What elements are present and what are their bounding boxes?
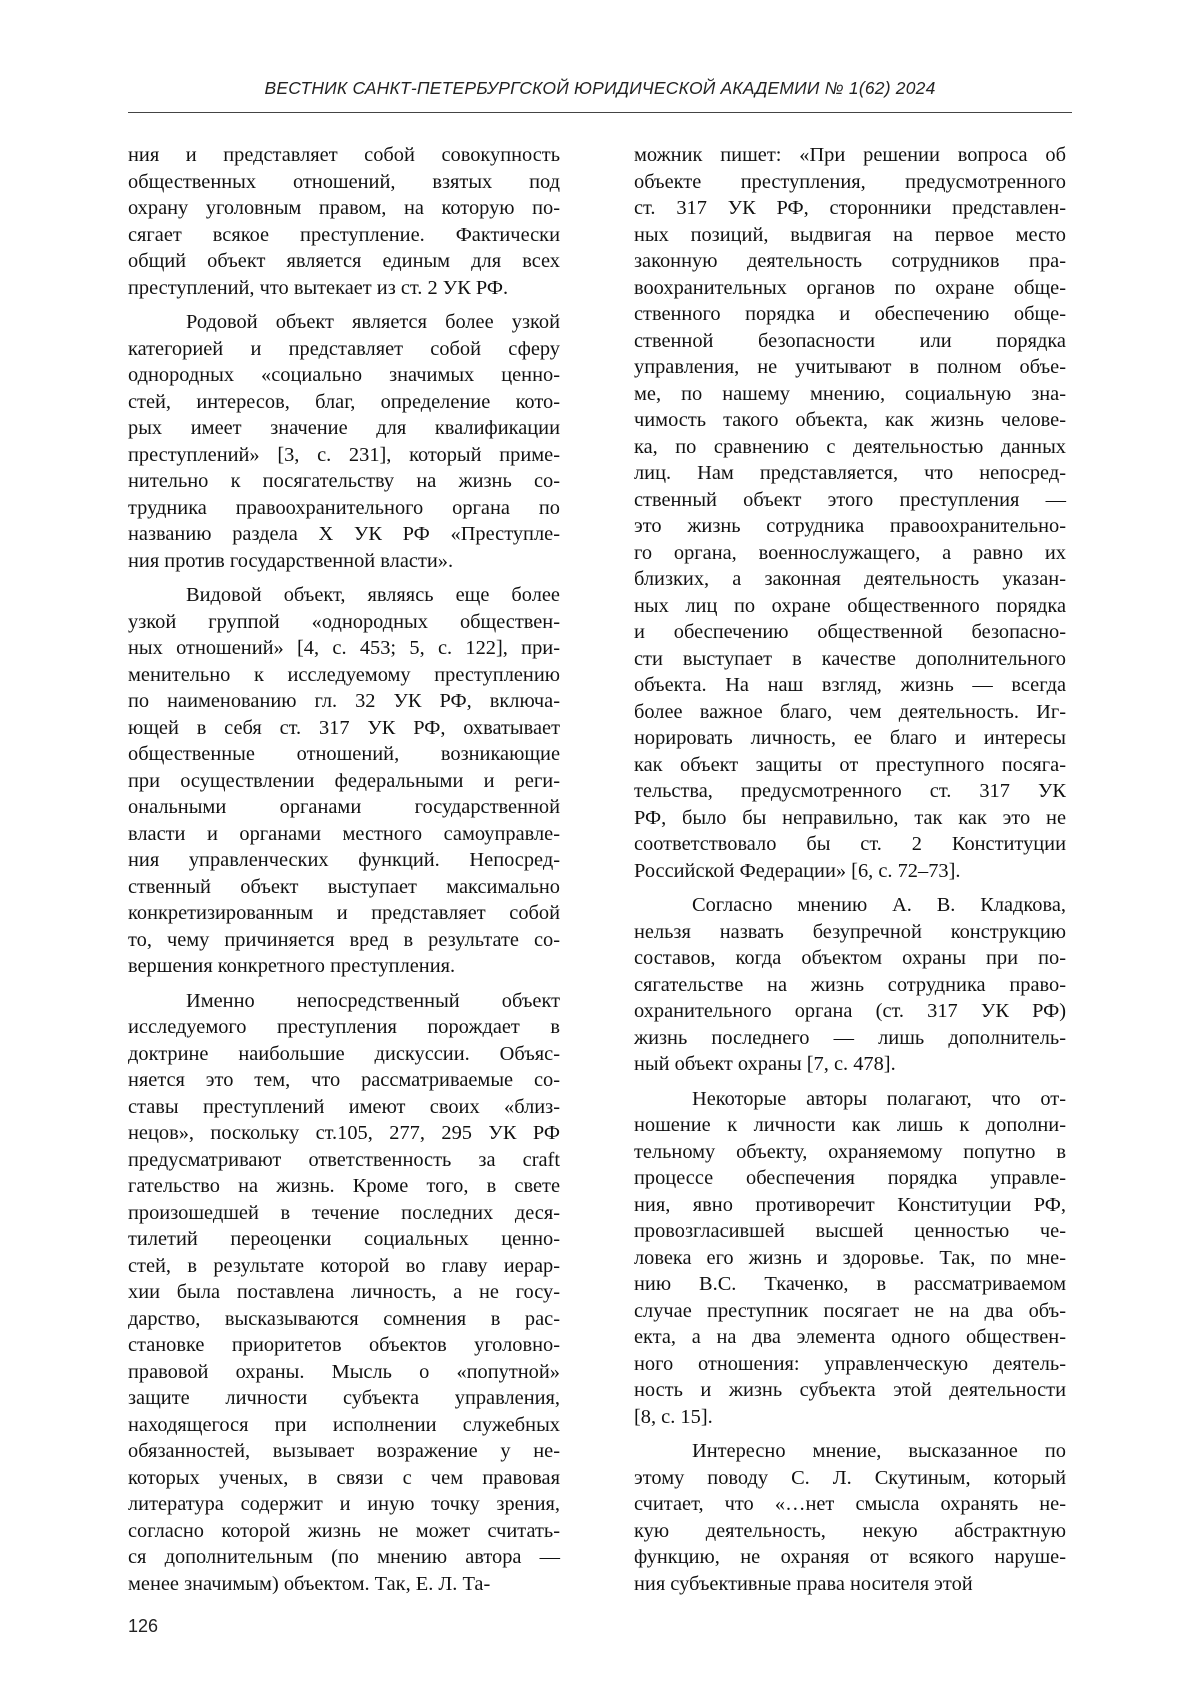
text-line: ка, по сравнению с деятельностью данных — [634, 435, 1066, 458]
text-line: охранительного органа (ст. 317 УК РФ) — [634, 1000, 1066, 1022]
text-line: предусматривают ответственность за craft — [128, 1148, 560, 1171]
text-line: соответствовало бы ст. 2 Конституции — [634, 833, 1066, 855]
text-line: нительно к посягательству на жизнь со- — [128, 470, 560, 492]
text-line: го органа, военнослужащего, а равно их — [634, 541, 1066, 564]
text-line: объекте преступления, предусмотренного — [634, 170, 1066, 193]
text-line: тельства, предусмотренного ст. 317 УК — [634, 780, 1066, 802]
text-line: и обеспечению общественной безопасно- — [634, 621, 1066, 643]
text-line: Интересно мнение, высказанное по — [692, 1440, 1066, 1462]
header-divider — [128, 112, 1072, 113]
text-line: законную деятельность сотрудников пра- — [634, 250, 1066, 272]
text-line: более важное благо, чем деятельность. Иг- — [634, 700, 1066, 723]
text-line: ся дополнительным (по мнению автора — — [128, 1546, 560, 1568]
journal-header: ВЕСТНИК САНКТ-ПЕТЕРБУРГСКОЙ ЮРИДИЧЕСКОЙ АКАДЕМИИ № 1(62) 2024 — [264, 78, 936, 98]
text-line: ме, по нашему мнению, социальную зна- — [634, 382, 1066, 405]
text-line: Согласно мнению А. В. Кладкова, — [692, 894, 1066, 916]
text-line: преступлений» [3, с. 231], который приме- — [128, 443, 560, 466]
text-line: объекта. На наш взгляд, жизнь — всегда — [634, 674, 1066, 696]
text-line: охрану уголовным правом, на которую по- — [128, 197, 560, 219]
text-line: рых имеет значение для квалификации — [128, 417, 560, 439]
text-line: можник пишет: «При решении вопроса об — [634, 144, 1066, 166]
text-line: ственного порядка и обеспечению обще- — [634, 303, 1066, 325]
text-line: ных лиц по охране общественного порядка — [634, 594, 1066, 617]
text-line: стей, в результате которой во главу иерар- — [128, 1254, 560, 1277]
text-line: провозгласившей высшей ценностью че- — [634, 1220, 1066, 1242]
text-line: то, чему причиняется вред в результате со- — [128, 928, 560, 951]
text-line: тилетий переоценки социальных ценно- — [128, 1228, 560, 1250]
text-line: становке приоритетов объектов уголовно- — [128, 1334, 560, 1356]
text-line: однородных «социально значимых ценно- — [128, 364, 560, 386]
text-line: ния против государственной власти». — [128, 549, 454, 572]
text-line: сягательстве на жизнь сотрудника право- — [634, 973, 1066, 996]
paragraph — [634, 1086, 1066, 1431]
text-line: исследуемого преступления порождает в — [128, 1016, 560, 1038]
text-line: согласно которой жизнь не может считать- — [128, 1519, 560, 1542]
text-line: управления, не учитывают в полном объе- — [634, 356, 1066, 378]
text-line: преступлений, что вытекает из ст. 2 УК РФ. — [128, 276, 509, 299]
text-line: произошедшей в течение последних деся- — [128, 1201, 560, 1224]
text-line: как объект защиты от преступного посяга- — [634, 753, 1066, 776]
text-line: узкой группой «однородных обществен- — [128, 610, 560, 633]
text-line: защите личности субъекта управления, — [128, 1387, 560, 1409]
text-line: сягает всякое преступление. Фактически — [128, 223, 560, 246]
text-line: ных позиций, выдвигая на первое место — [634, 223, 1066, 246]
left-column — [128, 142, 560, 1597]
text-line: менительно к исследуемому преступлению — [128, 663, 560, 686]
paragraph — [128, 988, 560, 1598]
text-line: ния управленческих функций. Непосред- — [128, 849, 560, 871]
text-line: стей, интересов, благ, определение кото- — [128, 390, 560, 413]
text-line: тельному объекту, охраняемому попутно в — [634, 1140, 1066, 1163]
text-line: категорией и представляет собой сферу — [128, 337, 560, 360]
paragraph — [634, 892, 1066, 1078]
text-line: общественные отношений, возникающие — [128, 743, 560, 765]
text-line: считает, что «…нет смысла охранять не- — [634, 1493, 1066, 1515]
text-line: екта, а на два элемента одного обществен- — [634, 1326, 1066, 1348]
paragraph — [128, 582, 560, 980]
text-line: при осуществлении федеральными и реги- — [128, 769, 560, 792]
text-line: общественных отношений, взятых под — [128, 170, 560, 193]
text-line: ношение к личности как лишь к дополни- — [634, 1114, 1066, 1136]
text-line: этому поводу С. Л. Скутиным, который — [634, 1466, 1066, 1489]
text-line: доктрине наибольшие дискуссии. Объяс- — [128, 1042, 560, 1065]
text-line: сти выступает в качестве дополнительного — [634, 647, 1066, 670]
paragraph — [128, 309, 560, 574]
text-line: которых ученых, в связи с чем правовая — [128, 1466, 560, 1489]
text-line: случае преступник посягает не на два объ- — [634, 1299, 1066, 1322]
text-line: кую деятельность, некую абстрактную — [634, 1519, 1066, 1542]
text-line: Именно непосредственный объект — [186, 989, 560, 1012]
text-line: ставы преступлений имеют своих «близ- — [128, 1095, 560, 1118]
text-line: РФ, было бы неправильно, так как это не — [634, 806, 1066, 829]
text-line: литература содержит и иную точку зрения, — [128, 1493, 560, 1515]
text-line: нецов», поскольку ст.105, 277, 295 УК РФ — [128, 1122, 560, 1144]
text-line: ный объект охраны [7, с. 478]. — [634, 1053, 896, 1075]
text-line: власти и органами местного самоуправле- — [128, 822, 560, 845]
text-line: обязанностей, вызывает возражение у не- — [128, 1440, 560, 1462]
paragraph — [634, 142, 1066, 884]
text-line: хии была поставлена личность, а не госу- — [128, 1281, 560, 1303]
page-number: 126 — [128, 1616, 159, 1636]
text-line: няется это тем, что рассматриваемые со- — [128, 1069, 560, 1091]
text-line: конкретизированным и представляет собой — [128, 902, 560, 924]
text-line: менее значимым) объектом. Так, Е. Л. Та- — [128, 1572, 491, 1595]
text-line: ональными органами государственной — [128, 796, 560, 818]
right-column — [634, 142, 1066, 1597]
text-line: лиц. Нам представляется, что непосред- — [634, 462, 1066, 484]
text-line: общий объект является единым для всех — [128, 250, 560, 272]
text-line: названию раздела X УК РФ «Преступле- — [128, 523, 560, 545]
paragraph — [634, 1438, 1066, 1597]
text-line: по наименованию гл. 32 УК РФ, включа- — [128, 690, 560, 712]
text-line: ловека его жизнь и здоровье. Так, по мне- — [634, 1246, 1066, 1269]
text-line: трудника правоохранительного органа по — [128, 496, 560, 519]
text-line: ст. 317 УК РФ, сторонники представлен- — [634, 197, 1066, 219]
text-line: ственный объект этого преступления — — [634, 488, 1066, 511]
text-line: ния, явно противоречит Конституции РФ, — [634, 1193, 1066, 1216]
text-line: [8, с. 15]. — [634, 1405, 713, 1428]
text-line: ного отношения: управленческую деятель- — [634, 1352, 1066, 1375]
paragraph — [128, 142, 560, 301]
text-line: правовой охраны. Мысль о «попутной» — [128, 1360, 560, 1383]
text-line: воохранительных органов по охране обще- — [634, 276, 1066, 299]
text-line: составов, когда объектом охраны при по- — [634, 947, 1066, 969]
text-line: ность и жизнь субъекта этой деятельности — [634, 1379, 1066, 1401]
text-line: ственный объект выступает максимально — [128, 875, 560, 898]
text-line: это жизнь сотрудника правоохранительно- — [634, 515, 1066, 537]
text-line: гательство на жизнь. Кроме того, в свете — [128, 1175, 560, 1197]
text-line: ния и представляет собой совокупность — [128, 144, 560, 166]
text-line: вершения конкретного преступления. — [128, 955, 456, 977]
text-line: функцию, не охраняя от всякого наруше- — [634, 1546, 1066, 1568]
text-line: Видовой объект, являясь еще более — [186, 584, 560, 606]
text-line: норировать личность, ее благо и интересы — [634, 727, 1066, 749]
text-line: Родовой объект является более узкой — [186, 311, 560, 333]
text-line: жизнь последнего — лишь дополнитель- — [634, 1026, 1066, 1049]
text-line: ных отношений» [4, с. 453; 5, с. 122], при- — [128, 637, 560, 659]
text-line: ющей в себя ст. 317 УК РФ, охватывает — [128, 716, 560, 739]
text-line: ственной безопасности или порядка — [634, 329, 1066, 352]
text-line: Российской Федерации» [6, с. 72–73]. — [634, 859, 961, 882]
text-line: находящегося при исполнении служебных — [128, 1413, 560, 1436]
text-line: чимость такого объекта, как жизнь челове- — [634, 409, 1066, 431]
text-line: процессе обеспечения порядка управле- — [634, 1167, 1066, 1189]
text-line: близких, а законная деятельность указан- — [634, 568, 1066, 590]
text-line: дарство, высказываются сомнения в рас- — [128, 1307, 560, 1330]
text-line: Некоторые авторы полагают, что от- — [692, 1087, 1066, 1110]
text-line: нельзя назвать безупречной конструкцию — [634, 920, 1066, 943]
text-line: ния субъективные права носителя этой — [634, 1572, 973, 1595]
text-line: нию В.С. Ткаченко, в рассматриваемом — [634, 1273, 1066, 1295]
